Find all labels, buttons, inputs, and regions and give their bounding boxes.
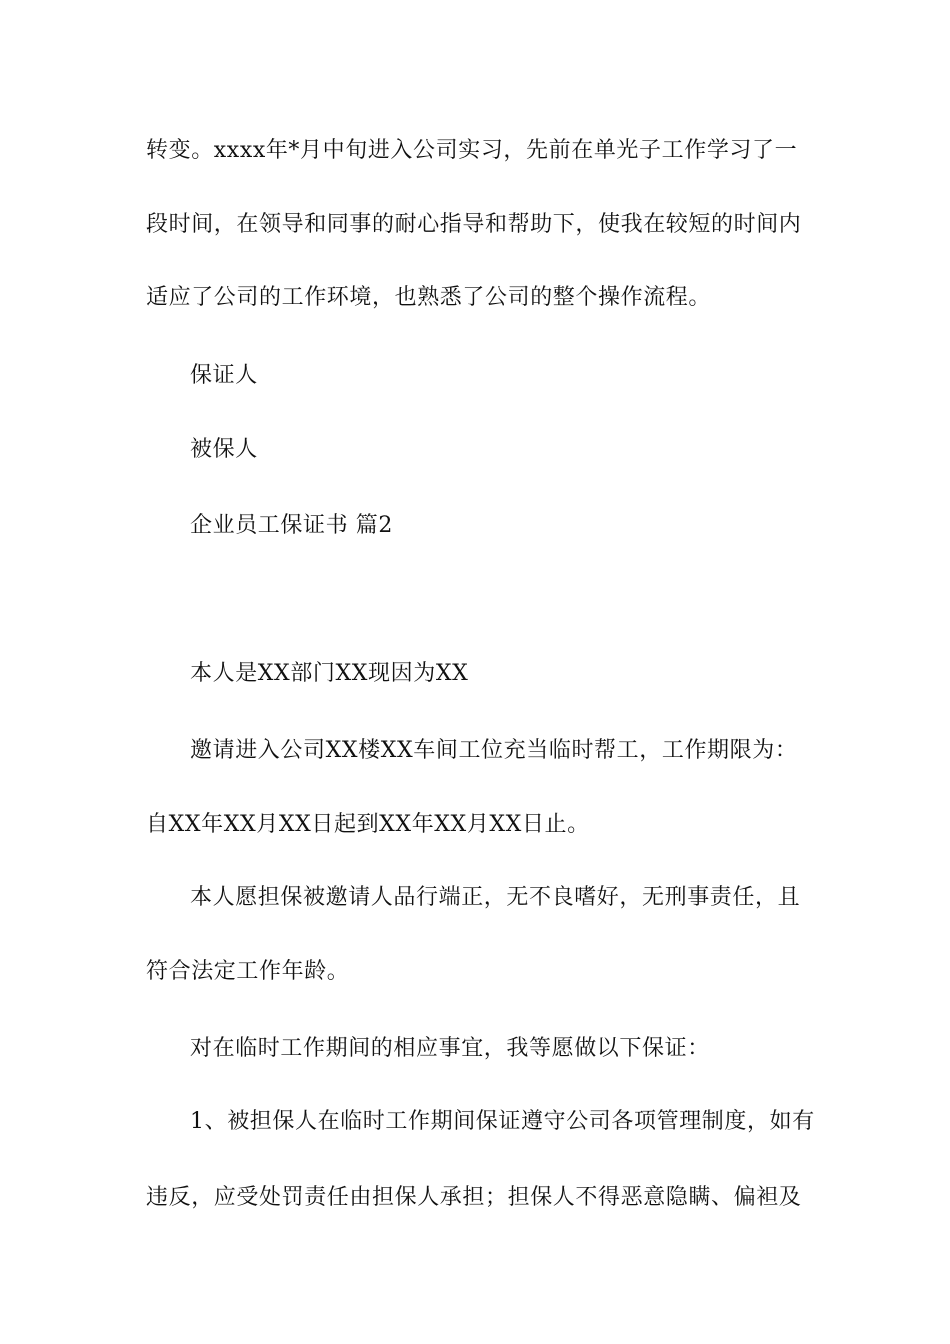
paragraph-line: 对在临时工作期间的相应事宜，我等愿做以下保证： <box>190 1036 710 1061</box>
paragraph-line: 转变。xxxx年*月中旬进入公司实习，先前在单光子工作学习了一 <box>146 138 798 163</box>
paragraph-line: 本人是XX部门XX现因为XX <box>190 661 469 686</box>
guaranteed-person-label: 被保人 <box>190 437 258 462</box>
paragraph-line: 自XX年XX月XX日起到XX年XX月XX日止。 <box>146 812 590 837</box>
paragraph-line: 本人愿担保被邀请人品行端正，无不良嗜好，无刑事责任，且 <box>190 885 801 910</box>
guarantor-label: 保证人 <box>190 363 258 388</box>
list-item-line: 1、被担保人在临时工作期间保证遵守公司各项管理制度，如有 <box>190 1109 815 1134</box>
section-title: 企业员工保证书 篇2 <box>190 513 393 538</box>
list-item-line: 违反，应受处罚责任由担保人承担；担保人不得恶意隐瞒、偏袒及 <box>146 1185 802 1210</box>
paragraph-line: 适应了公司的工作环境，也熟悉了公司的整个操作流程。 <box>146 285 712 310</box>
paragraph-line: 符合法定工作年龄。 <box>146 959 350 984</box>
paragraph-line: 段时间，在领导和同事的耐心指导和帮助下，使我在较短的时间内 <box>146 212 802 237</box>
paragraph-line: 邀请进入公司XX楼XX车间工位充当临时帮工，工作期限为： <box>190 738 798 763</box>
